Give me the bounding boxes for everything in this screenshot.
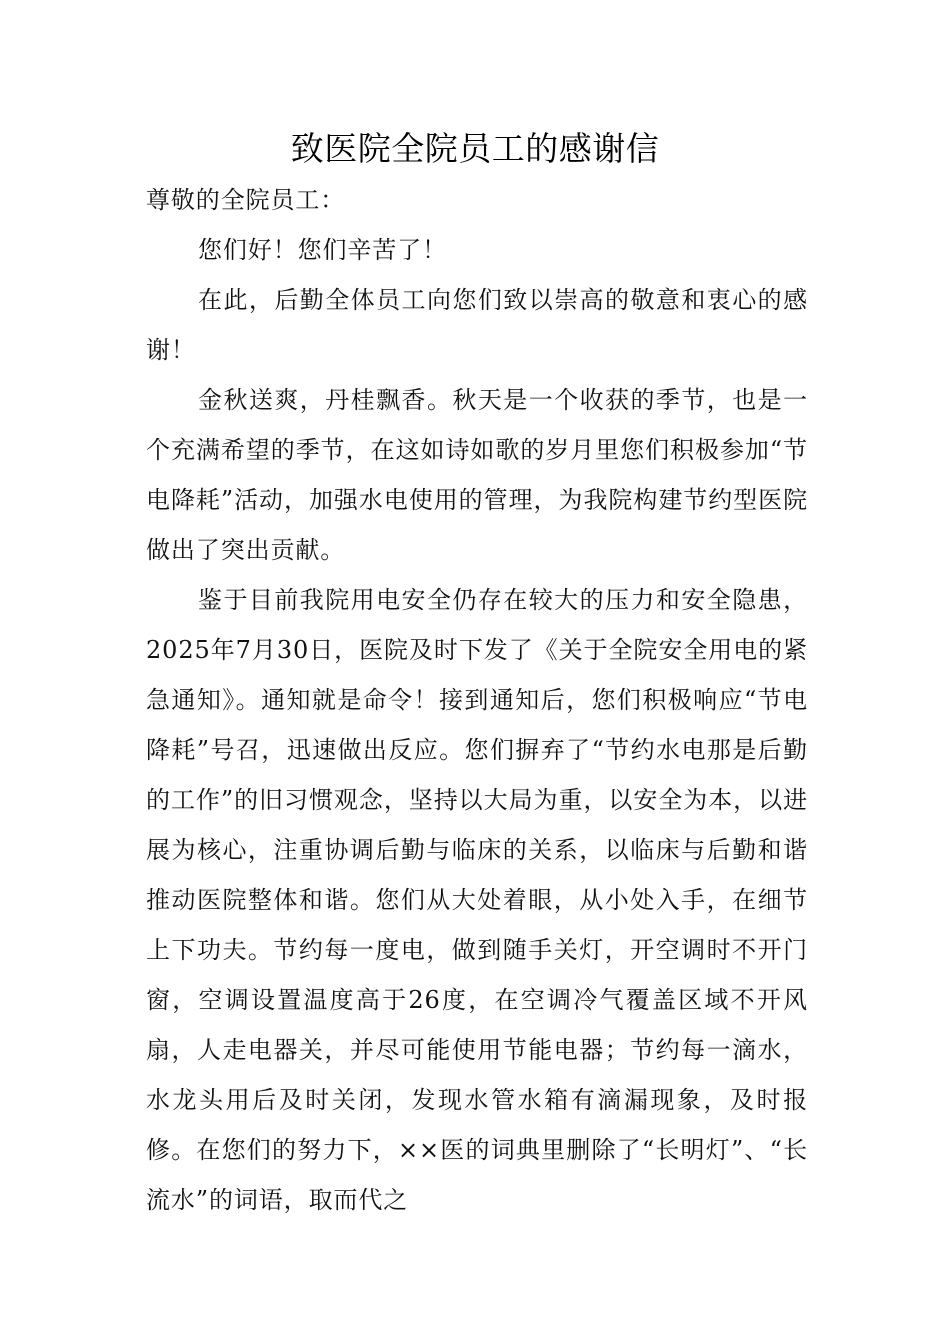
letter-body <box>146 175 808 1225</box>
salutation: 尊敬的全院员工： <box>146 186 346 214</box>
letter-title: 致医院全院员工的感谢信 <box>290 129 660 168</box>
paragraph-safety: 鉴于目前我院用电安全仍存在较大的压力和安全隐患，2025年7月30日，医院及时下发了《关于全院安全用电的紧急通知》。通知就是命令！接到通知后，您们积极响应“节电降耗”号召，迅速做出反应。您们摒弃了“节约水电那是后勤的工作”的旧习惯观念，坚持以大局为重，以安全为本，以进展为核心，注重协调后勤与临床的关系，以临床与后勤和谐推动医院整体和谐。您们从大处着眼，从小处入手，在细节上下功夫。节约每一度电，做到随手关灯，开空调时不开门窗，空调设置温度高于26度，在空调冷气覆盖区域不开风扇，人走电器关，并尽可能使用节能电器；节约每一滴水，水龙头用后及时关闭，发现水管水箱有滴漏现象，及时报修。在您们的努力下，××医的词典里删除了“长明灯”、“长流水”的词语，取而代之 <box>146 586 808 1214</box>
paragraph-thanks: 在此，后勤全体员工向您们致以崇高的敬意和衷心的感谢！ <box>146 286 808 364</box>
paragraph-greeting: 您们好！您们辛苦了！ <box>198 236 447 264</box>
paragraph-autumn: 金秋送爽，丹桂飘香。秋天是一个收获的季节，也是一个充满希望的季节，在这如诗如歌的岁月里您们积极参加“节电降耗”活动，加强水电使用的管理，为我院构建节约型医院做出了突出贡献。 <box>146 386 808 564</box>
